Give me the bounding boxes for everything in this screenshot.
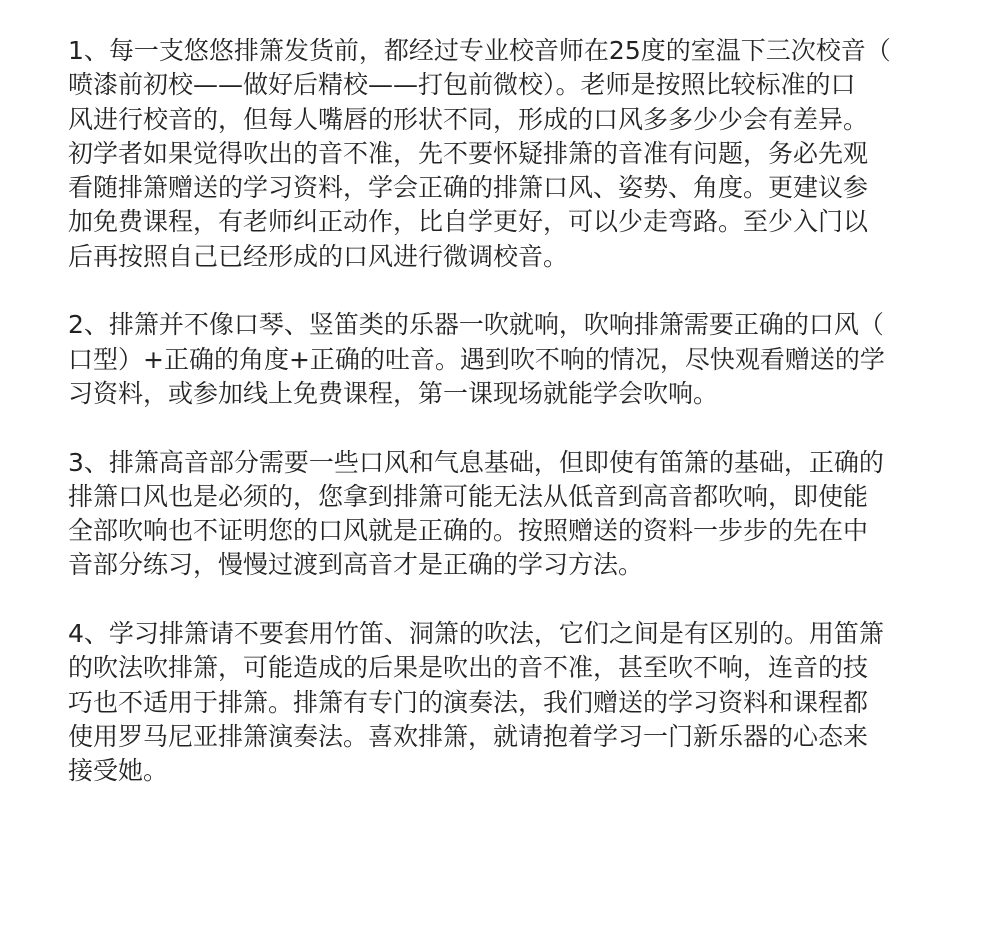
paragraph-1 (68, 34, 938, 274)
text-line: 全部吹响也不证明您的口风就是正确的。按照赠送的资料一步步的先在中 (68, 516, 869, 546)
text-line: 的吹法吹排箫，可能造成的后果是吹出的音不准，甚至吹不响，连音的技 (68, 653, 869, 683)
text-line: 4、学习排箫请不要套用竹笛、洞箫的吹法，它们之间是有区别的。用笛箫 (68, 619, 884, 649)
text-line: 初学者如果觉得吹出的音不准，先不要怀疑排箫的音准有问题，务必先观 (68, 138, 869, 168)
text-line: 1、每一支悠悠排箫发货前，都经过专业校音师在25度的室温下三次校音（ (68, 36, 891, 65)
text-line: 接受她。 (68, 756, 169, 786)
text-line: 习资料，或参加线上免费课程，第一课现场就能学会吹响。 (68, 378, 719, 408)
paragraph-3 (68, 446, 938, 583)
text-line: 后再按照自己已经形成的口风进行微调校音。 (68, 241, 569, 271)
text-line: 音部分练习，慢慢过渡到高音才是正确的学习方法。 (68, 550, 644, 580)
text-line: 风进行校音的，但每人嘴唇的形状不同，形成的口风多多少少会有差异。 (68, 104, 869, 134)
document-body (68, 34, 938, 789)
text-line: 喷漆前初校——做好后精校——打包前微校）。老师是按照比较标准的口 (68, 70, 856, 100)
text-line: 看随排箫赠送的学习资料，学会正确的排箫口风、姿势、角度。更建议参 (68, 173, 869, 203)
text-line: 使用罗马尼亚排箫演奏法。喜欢排箫，就请抱着学习一门新乐器的心态来 (68, 721, 869, 751)
text-line: 口型）+正确的角度+正确的吐音。遇到吹不响的情况，尽快观看赠送的学 (68, 344, 885, 374)
text-line: 排箫口风也是必须的，您拿到排箫可能无法从低音到高音都吹响，即使能 (68, 481, 869, 511)
paragraph-2 (68, 308, 938, 411)
text-line: 3、排箫高音部分需要一些口风和气息基础，但即使有笛箫的基础，正确的 (68, 447, 884, 477)
text-line: 巧也不适用于排箫。排箫有专门的演奏法，我们赠送的学习资料和课程都 (68, 687, 869, 717)
text-line: 2、排箫并不像口琴、竖笛类的乐器一吹就响，吹响排箫需要正确的口风（ (68, 310, 884, 340)
paragraph-4 (68, 617, 938, 788)
text-line: 加免费课程，有老师纠正动作，比自学更好，可以少走弯路。至少入门以 (68, 207, 869, 237)
